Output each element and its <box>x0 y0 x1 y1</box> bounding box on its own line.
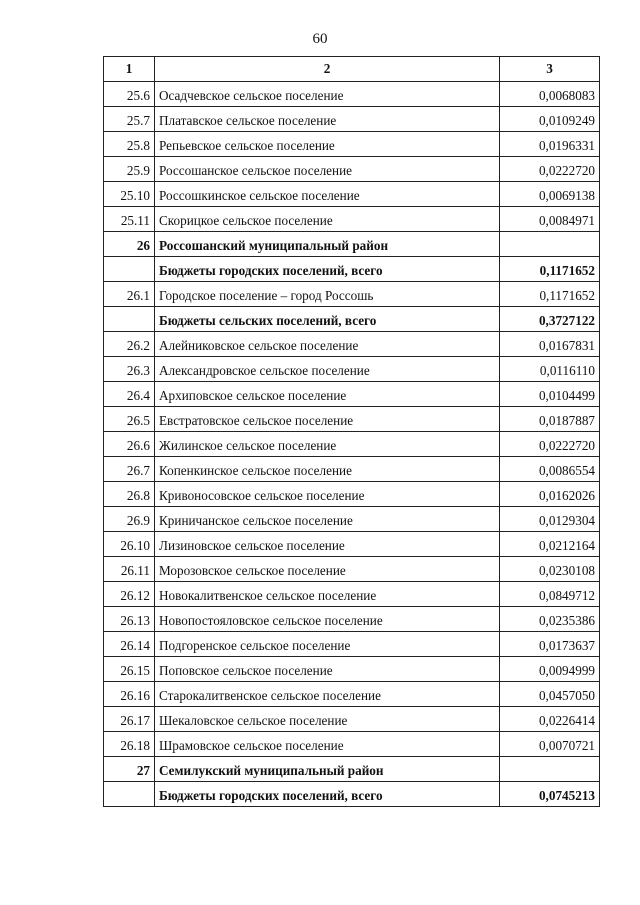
table-row <box>104 607 600 632</box>
table-row <box>104 82 600 107</box>
row-number-cell: 26.12 <box>104 582 155 607</box>
table-row <box>104 182 600 207</box>
table-row <box>104 407 600 432</box>
row-value-cell <box>500 757 600 782</box>
row-number-cell: 25.7 <box>104 107 155 132</box>
page-number: 60 <box>312 31 328 47</box>
table-row <box>104 282 600 307</box>
row-value-cell: 0,0457050 <box>500 682 600 707</box>
row-name-cell: Новопостояловское сельское поселение <box>155 607 500 632</box>
row-value-cell: 0,0167831 <box>500 332 600 357</box>
row-value-cell: 0,0129304 <box>500 507 600 532</box>
row-number-cell: 26.7 <box>104 457 155 482</box>
row-number-cell <box>104 782 155 807</box>
row-number-cell: 26.9 <box>104 507 155 532</box>
row-name-cell: Репьевское сельское поселение <box>155 132 500 157</box>
row-value-cell: 0,0226414 <box>500 707 600 732</box>
row-number-cell: 26.13 <box>104 607 155 632</box>
row-number-cell: 26.2 <box>104 332 155 357</box>
row-number-cell <box>104 257 155 282</box>
row-name-cell: Кривоносовское сельское поселение <box>155 482 500 507</box>
row-value-cell <box>500 232 600 257</box>
row-name-cell: Осадчевское сельское поселение <box>155 82 500 107</box>
row-name-cell: Жилинское сельское поселение <box>155 432 500 457</box>
row-name-cell: Шрамовское сельское поселение <box>155 732 500 757</box>
row-value-cell: 0,0230108 <box>500 557 600 582</box>
table-row <box>104 657 600 682</box>
table-row <box>104 332 600 357</box>
table-body <box>104 82 600 807</box>
row-name-cell: Россошанское сельское поселение <box>155 157 500 182</box>
row-name-cell: Бюджеты городских поселений, всего <box>155 782 500 807</box>
row-number-cell: 26.16 <box>104 682 155 707</box>
row-number-cell: 26.18 <box>104 732 155 757</box>
row-value-cell: 0,1171652 <box>500 257 600 282</box>
table-row <box>104 432 600 457</box>
row-number-cell: 26.3 <box>104 357 155 382</box>
row-value-cell: 0,0849712 <box>500 582 600 607</box>
row-value-cell: 0,0745213 <box>500 782 600 807</box>
table-row <box>104 707 600 732</box>
row-number-cell: 26.11 <box>104 557 155 582</box>
row-number-cell <box>104 307 155 332</box>
row-name-cell: Копенкинское сельское поселение <box>155 457 500 482</box>
table-row <box>104 482 600 507</box>
row-number-cell: 26.4 <box>104 382 155 407</box>
row-name-cell: Семилукский муниципальный район <box>155 757 500 782</box>
table-row <box>104 307 600 332</box>
column-header-value: 3 <box>500 57 600 82</box>
table-row <box>104 507 600 532</box>
row-number-cell: 26.1 <box>104 282 155 307</box>
row-number-cell: 26.5 <box>104 407 155 432</box>
table-row <box>104 682 600 707</box>
row-name-cell: Морозовское сельское поселение <box>155 557 500 582</box>
row-number-cell: 26.6 <box>104 432 155 457</box>
row-name-cell: Новокалитвенское сельское поселение <box>155 582 500 607</box>
row-name-cell: Городское поселение – город Россошь <box>155 282 500 307</box>
row-value-cell: 0,0116110 <box>500 357 600 382</box>
row-value-cell: 0,1171652 <box>500 282 600 307</box>
row-value-cell: 0,0068083 <box>500 82 600 107</box>
row-value-cell: 0,0222720 <box>500 157 600 182</box>
row-name-cell: Россошкинское сельское поселение <box>155 182 500 207</box>
row-value-cell: 0,0196331 <box>500 132 600 157</box>
row-name-cell: Лизиновское сельское поселение <box>155 532 500 557</box>
table-row <box>104 732 600 757</box>
row-value-cell: 0,0070721 <box>500 732 600 757</box>
table-header-row <box>104 57 600 82</box>
column-header-name: 2 <box>155 57 500 82</box>
row-value-cell: 0,0104499 <box>500 382 600 407</box>
row-value-cell: 0,0187887 <box>500 407 600 432</box>
table-row <box>104 232 600 257</box>
row-name-cell: Платавское сельское поселение <box>155 107 500 132</box>
row-number-cell: 27 <box>104 757 155 782</box>
table-row <box>104 582 600 607</box>
row-number-cell: 26.17 <box>104 707 155 732</box>
row-number-cell: 25.8 <box>104 132 155 157</box>
row-value-cell: 0,0094999 <box>500 657 600 682</box>
table-row <box>104 757 600 782</box>
row-value-cell: 0,0109249 <box>500 107 600 132</box>
row-name-cell: Старокалитвенское сельское поселение <box>155 682 500 707</box>
table-row <box>104 357 600 382</box>
table-row <box>104 782 600 807</box>
row-name-cell: Россошанский муниципальный район <box>155 232 500 257</box>
row-value-cell: 0,0212164 <box>500 532 600 557</box>
row-number-cell: 25.9 <box>104 157 155 182</box>
table-row <box>104 457 600 482</box>
table-row <box>104 257 600 282</box>
row-name-cell: Скорицкое сельское поселение <box>155 207 500 232</box>
row-value-cell: 0,0173637 <box>500 632 600 657</box>
row-name-cell: Архиповское сельское поселение <box>155 382 500 407</box>
row-name-cell: Шекаловское сельское поселение <box>155 707 500 732</box>
row-name-cell: Бюджеты сельских поселений, всего <box>155 307 500 332</box>
table-row <box>104 532 600 557</box>
row-number-cell: 25.10 <box>104 182 155 207</box>
table-row <box>104 132 600 157</box>
budget-distribution-table <box>103 56 600 807</box>
row-value-cell: 0,0084971 <box>500 207 600 232</box>
row-name-cell: Александровское сельское поселение <box>155 357 500 382</box>
table-row <box>104 107 600 132</box>
row-name-cell: Бюджеты городских поселений, всего <box>155 257 500 282</box>
column-header-number: 1 <box>104 57 155 82</box>
row-number-cell: 26 <box>104 232 155 257</box>
row-name-cell: Евстратовское сельское поселение <box>155 407 500 432</box>
row-value-cell: 0,0222720 <box>500 432 600 457</box>
row-number-cell: 25.6 <box>104 82 155 107</box>
table-row <box>104 557 600 582</box>
table-row <box>104 382 600 407</box>
table-row <box>104 207 600 232</box>
row-name-cell: Криничанское сельское поселение <box>155 507 500 532</box>
row-value-cell: 0,0235386 <box>500 607 600 632</box>
table-row <box>104 632 600 657</box>
row-number-cell: 25.11 <box>104 207 155 232</box>
row-number-cell: 26.14 <box>104 632 155 657</box>
row-value-cell: 0,0086554 <box>500 457 600 482</box>
row-number-cell: 26.15 <box>104 657 155 682</box>
row-number-cell: 26.8 <box>104 482 155 507</box>
row-name-cell: Подгоренское сельское поселение <box>155 632 500 657</box>
row-value-cell: 0,0162026 <box>500 482 600 507</box>
row-value-cell: 0,3727122 <box>500 307 600 332</box>
row-name-cell: Алейниковское сельское поселение <box>155 332 500 357</box>
row-name-cell: Поповское сельское поселение <box>155 657 500 682</box>
table-row <box>104 157 600 182</box>
row-value-cell: 0,0069138 <box>500 182 600 207</box>
row-number-cell: 26.10 <box>104 532 155 557</box>
